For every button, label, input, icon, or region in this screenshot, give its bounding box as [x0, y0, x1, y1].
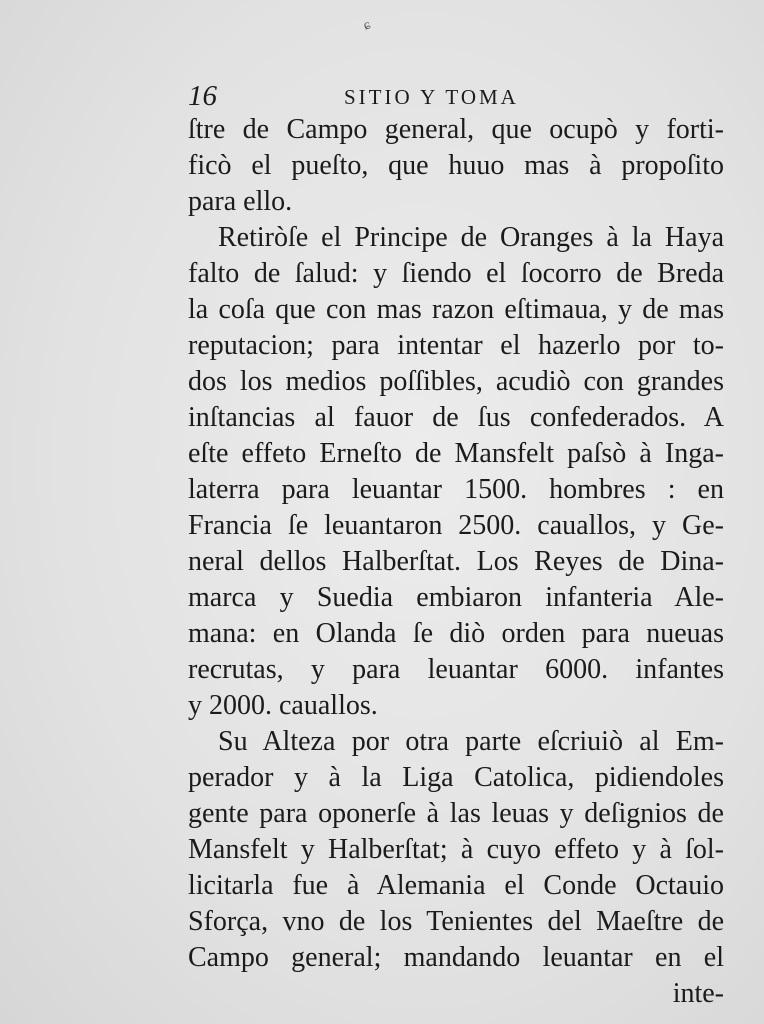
text-line: perador y à la Liga Catolica, pidiendoles [188, 762, 724, 793]
text-line: ficò el pueſto, que huuo mas à propoſito [188, 150, 724, 181]
text-line: laterra para leuantar 1500. hombres : en [188, 474, 724, 505]
text-line: inſtancias al fauor de ſus confederados. A [188, 402, 724, 433]
text-line: falto de ſalud: y ſiendo el ſocorro de Breda [188, 258, 724, 289]
text-line: mana: en Olanda ſe diò orden para nueuas [188, 618, 724, 649]
text-line: Mansfelt y Halberſtat; à cuyo effeto y à ſol- [188, 834, 724, 865]
text-line: para ello. [188, 186, 293, 217]
text-line: Su Alteza por otra parte eſcriuiò al Em- [218, 726, 724, 757]
ink-mark-icon: ɕ [361, 17, 373, 34]
catchword: inte- [672, 978, 724, 1009]
text-line: Francia ſe leuantaron 2500. cauallos, y Ge- [188, 510, 724, 541]
text-line: dos los medios poſſibles, acudiò con grandes [188, 366, 724, 397]
running-head [188, 78, 724, 114]
running-title: SITIO Y TOMA [344, 85, 519, 109]
text-line: gente para oponerſe à las leuas y deſignios de [188, 798, 724, 829]
text-line: y 2000. cauallos. [188, 690, 378, 721]
text-line: recrutas, y para leuantar 6000. infantes [188, 654, 724, 685]
text-line: Retiròſe el Principe de Oranges à la Haya [218, 222, 724, 253]
page-number: 16 [188, 80, 217, 112]
text-line: ſtre de Campo general, que ocupò y forti- [188, 114, 724, 145]
body-text [188, 112, 724, 1012]
text-line: la coſa que con mas razon eſtimaua, y de mas [188, 294, 724, 325]
text-line: Campo general; mandando leuantar en el [188, 942, 724, 973]
text-line: reputacion; para intentar el hazerlo por to- [188, 330, 724, 361]
text-line: licitarla fue à Alemania el Conde Octauio [188, 870, 724, 901]
text-line: eſte effeto Erneſto de Mansfelt paſsò à Inga- [188, 438, 724, 469]
text-line: marca y Suedia embiaron infanteria Ale- [188, 582, 724, 613]
text-line: neral dellos Halberſtat. Los Reyes de Dina- [188, 546, 724, 577]
text-line: Sforça, vno de los Tenientes del Maeſtre de [188, 906, 724, 937]
